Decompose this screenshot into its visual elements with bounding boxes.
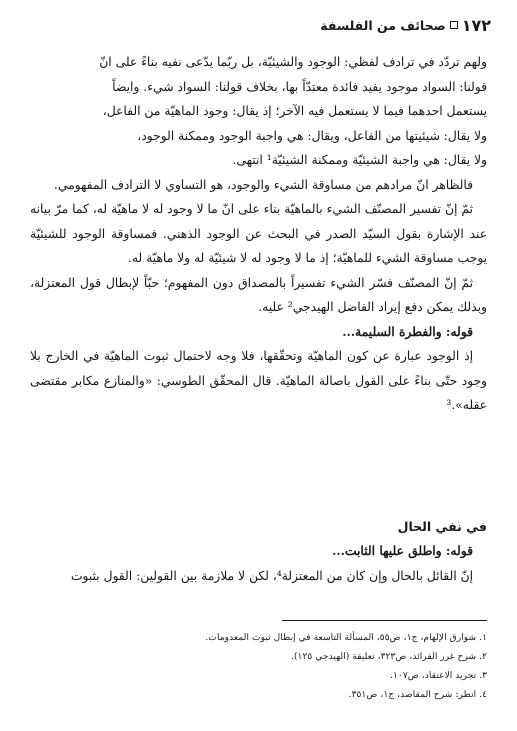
footnote: ٤. انظر: شرح المقاصد، ج١، ص٣٥١. <box>348 689 487 700</box>
footnote: ٢. شرح غرر الفرائد، ص٣٢٣، تعليقة (الهيدجي ١٢٥). <box>291 651 487 662</box>
page-header <box>26 13 491 37</box>
text-line: ولا يقال: هي واجبة الشيئيّة وممكنة الشيئيّة¹ انتهى. <box>232 153 487 167</box>
text-line: ولهم تردّد في ترادف لفظي: الوجود والشيئيّة، بل ربّما يدّعى نفيه بناءً على انّ <box>99 55 487 69</box>
footnote: ١. شوارق الإلهام، ج١، ص٥٥، المسألة التاسعة في إبطال ثبوت المعدومات. <box>205 632 487 643</box>
footnote: ٣. تجريد الاعتقاد، ص١٠٧. <box>390 670 487 681</box>
square-separator-icon <box>450 21 458 29</box>
running-title: صحائف من الفلسفة <box>320 17 446 33</box>
paragraph: إذ الوجود عبارة عن كون الماهيّة وتحقّقها، فلا وجه لاحتمال ثبوت الماهيّة في الخارج بلا وجود حتّى بناءً على القول باصالة الماهيّة. قال المحقّق الطوسي: «والمنازع مكابر مقتضى عقله».³ <box>30 349 487 412</box>
text-line: يستعمل احدهما فيما لا يستعمل فيه الآخر؛ إذ يقال: وجود الماهيّة من الفاعل، <box>102 104 487 118</box>
paragraph: ثمّ إنّ المصنّف فسّر الشيء تفسيراً بالمصداق دون المفهوم؛ حبّاً لإبطال قول المعتزلة، وبذلك يمكن دفع إيراد الفاضل الهيدجي² عليه. <box>30 275 487 314</box>
text-line: ولا يقال: شيئيتها من الفاعل، ويقال: هي واجبة الوجود وممكنة الوجود، <box>137 128 487 143</box>
paragraph: فالظاهر انّ مرادهم من مساوقة الشيء والوجود، هو التساوي لا الترادف المفهومي. <box>53 177 473 192</box>
footnotes <box>30 628 487 704</box>
quote-heading: قوله: والفطرة السليمة... <box>342 323 473 339</box>
footnote-divider <box>282 620 487 621</box>
text-line: قولنا: السواد موجود يفيد فائدة معتدّاً بها، بخلاف قولنا: السواد شيء. وايضاً <box>112 79 487 94</box>
page-number: ١٧٢ <box>461 15 491 35</box>
section-hal <box>30 515 487 588</box>
paragraph: ثمّ إنّ تفسير المصنّف الشيء بالماهيّة بناء على انّ ما لا وجود له لا ماهيّة له، كما مرّ بيانه عند الإشارة بقول السيّد الصدر في البحث عن الوجود الذهني. فمساوقة الوجود للشيئيّة يوجب مساوقة الشيء للماهيّة؛ إذ ما لا وجود له لا شيئيّة له ولا ماهيّة له. <box>30 202 487 265</box>
main-text <box>30 50 487 418</box>
paragraph: إنّ القائل بالحال وإن كان من المعتزلة⁴، لكن لا ملازمة بين القولين: القول بثبوت <box>70 568 473 583</box>
section-title: في نفي الحال <box>397 519 487 534</box>
quote-heading: قوله: واطلق عليها الثابت... <box>332 543 473 558</box>
